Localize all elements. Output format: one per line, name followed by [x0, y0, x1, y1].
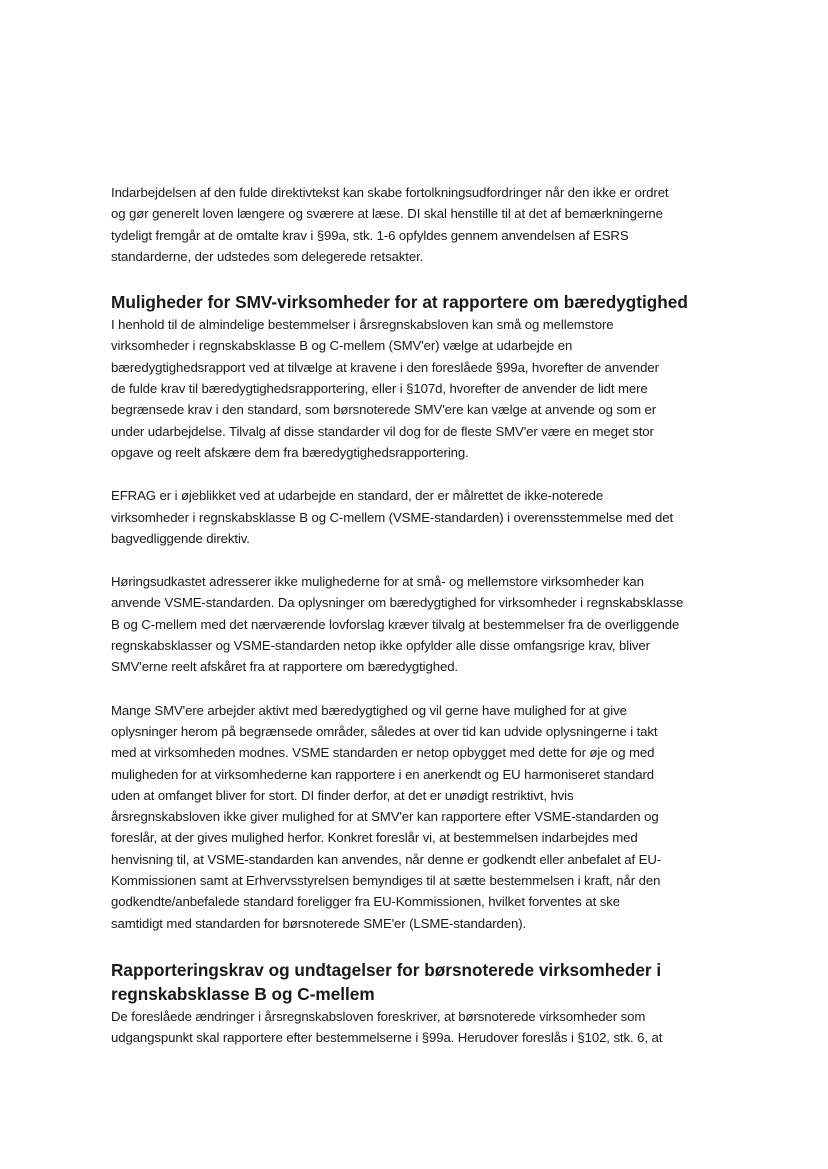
paragraph-spacer [111, 678, 751, 700]
paragraph-smv-3: Høringsudkastet adresserer ikke mulighederne for at små- og mellemstore virksomheder kan anvende VSME-standarden. Da oplysninger om bæredygtighed for virksomheder i regnskabsklasse B og C-mellem med det nærværende lovforslag kræver tilvalg at bestemmelser fra de overliggende regnskabsklasser og VSME-standarden netop ikke opfylder alle disse omfangsrige krav, bliver SMV'erne reelt afskåret fra at rapportere om bæredygtighed. [111, 574, 684, 675]
paragraph-smv-1: I henhold til de almindelige bestemmelser i årsregnskabsloven kan små og mellemstore virksomheder i regnskabsklasse B og C-mellem (SMV'er) vælge at udarbejde en bæredygtighedsrapport ved at tilvælge at kravene i den foreslåede §99a, hvorefter de anvender de fulde krav til bæredygtighedsrapportering, eller i §107d, hvorefter de anvender de lidt mere begrænsede krav i den standard, som børsnoterede SMV'ere kan vælge at anvende og som er under udarbejdelse. Tilvalg af disse standarder vil dog for de fleste SMV'er være en meget stor opgave og reelt afskære dem fra bæredygtighedsrapportering. [111, 317, 659, 460]
paragraph-spacer [111, 463, 751, 485]
section-heading-listed: Rapporteringskrav og undtagelser for børsnoterede virksomheder i regnskabsklasse B og C-mellem [111, 959, 662, 1004]
document-body [111, 182, 751, 1049]
paragraph-smv-2: EFRAG er i øjeblikket ved at udarbejde en standard, der er målrettet de ikke-noterede virksomheder i regnskabsklasse B og C-mellem (VSME-standarden) i overensstemmelse med det bagvedliggende direktiv. [111, 488, 674, 546]
paragraph-listed-1: De foreslåede ændringer i årsregnskabsloven foreskriver, at børsnoterede virksomheder som udgangspunkt skal rapportere efter bestemmelserne i §99a. Herudover foreslås i §102, stk. 6, at [111, 1008, 663, 1046]
section-heading-smv: Muligheder for SMV-virksomheder for at rapportere om bæredygtighed [111, 292, 688, 313]
paragraph-spacer [111, 549, 751, 571]
paragraph-smv-4: Mange SMV'ere arbejder aktivt med bæredygtighed og vil gerne have mulighed for at give oplysninger herom på begrænsede områder, således at over tid kan udvide oplysningerne i takt med at virksomheden modnes. VSME standarden er netop opbygget med dette for øje og med muligheden for at virksomhederne kan rapportere i en anerkendt og EU harmoniseret standard uden at omfanget bliver for stort. DI finder derfor, at det er unødigt restriktivt, hvis årsregnskabsloven ikke giver mulighed for at SMV'er kan rapportere efter VSME-standarden og foreslår, at der gives mulighed herfor. Konkret foreslår vi, at bestemmelsen indarbejdes med henvisning til, at VSME-standarden kan anvendes, når denne er godkendt eller anbefalet af EU- Kommissionen samt at Erhvervsstyrelsen bemyndiges til at sætte bestemmelsen i kraft, når den godkendte/anbefalede standard foreligger fra EU-Kommissionen, hvilket forventes at ske samtidigt med standarden for børsnoterede SME'er (LSME-standarden). [111, 702, 662, 931]
paragraph-intro: Indarbejdelsen af den fulde direktivtekst kan skabe fortolkningsudfordringer når den ikke er ordret og gør generelt loven længere og sværere at læse. DI skal henstille til at det af bemærkningerne tydeligt fremgår at de omtalte krav i §99a, stk. 1-6 opfyldes gennem anvendelsen af ESRS standarderne, der udstedes som delegerede retsakter. [111, 185, 669, 264]
